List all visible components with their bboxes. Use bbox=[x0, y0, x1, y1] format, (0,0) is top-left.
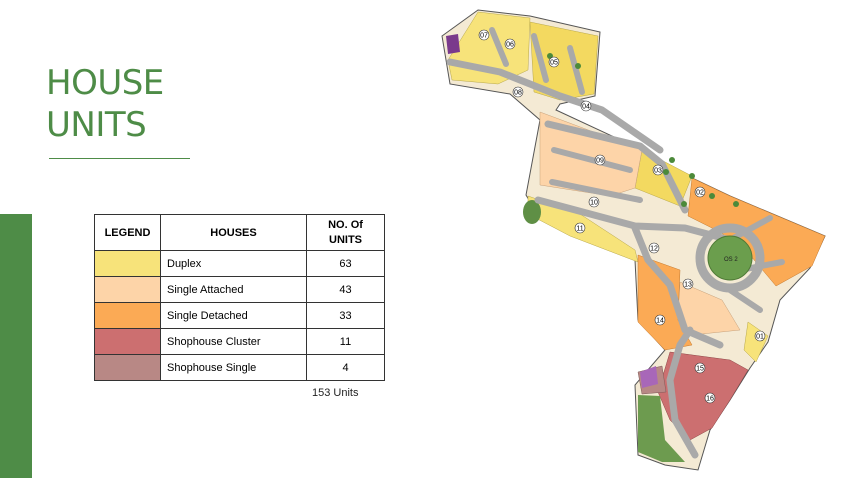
cluster-label: 08 bbox=[514, 89, 522, 97]
left-accent-bar bbox=[0, 214, 32, 478]
cluster-marker-05 bbox=[549, 57, 559, 67]
unit-count: 43 bbox=[307, 277, 385, 303]
roundabout-label: OS 2 bbox=[724, 257, 738, 263]
title-underline bbox=[49, 158, 190, 159]
cluster-label: 10 bbox=[590, 199, 598, 207]
house-type: Shophouse Cluster bbox=[161, 329, 307, 355]
house-type: Single Detached bbox=[161, 303, 307, 329]
cluster-label: 15 bbox=[696, 365, 704, 373]
cluster-marker-06 bbox=[505, 39, 515, 49]
cluster-label: 16 bbox=[706, 395, 714, 403]
unit-count: 4 bbox=[307, 355, 385, 381]
legend-header-row bbox=[95, 215, 385, 251]
header-units-line2: UNITS bbox=[329, 233, 362, 246]
cluster-marker-15 bbox=[695, 363, 705, 373]
cluster-marker-13 bbox=[683, 279, 693, 289]
legend-swatch bbox=[95, 303, 161, 329]
site-plan-map bbox=[430, 0, 830, 478]
cluster-marker-09 bbox=[595, 155, 605, 165]
cluster-label: 11 bbox=[576, 225, 584, 233]
cluster-marker-07 bbox=[479, 30, 489, 40]
cluster-label: 14 bbox=[656, 317, 664, 325]
cluster-marker-03 bbox=[653, 165, 663, 175]
total-units: 153 Units bbox=[312, 387, 359, 399]
header-legend: LEGEND bbox=[95, 215, 161, 251]
cluster-marker-02 bbox=[695, 187, 705, 197]
cluster-label: 09 bbox=[596, 157, 604, 165]
house-type: Single Attached bbox=[161, 277, 307, 303]
legend-row-shophouse-cluster bbox=[95, 329, 385, 355]
cluster-label: 13 bbox=[684, 281, 692, 289]
cluster-label: 03 bbox=[654, 167, 662, 175]
legend-row-single-detached bbox=[95, 303, 385, 329]
legend-swatch bbox=[95, 355, 161, 381]
cluster-label: 02 bbox=[696, 189, 704, 197]
cluster-marker-01 bbox=[755, 331, 765, 341]
legend-row-shophouse-single bbox=[95, 355, 385, 381]
cluster-label: 06 bbox=[506, 41, 514, 49]
legend-swatch bbox=[95, 277, 161, 303]
title-line-2: UNITS bbox=[46, 105, 147, 145]
cluster-label: 07 bbox=[480, 32, 488, 40]
title-line-1: HOUSE bbox=[46, 63, 164, 103]
page-title bbox=[46, 62, 164, 146]
legend-row-duplex bbox=[95, 251, 385, 277]
header-units-line1: NO. Of bbox=[328, 218, 363, 231]
header-units bbox=[307, 215, 385, 251]
cluster-marker-10 bbox=[589, 197, 599, 207]
cluster-label: 04 bbox=[582, 103, 590, 111]
cluster-marker-11 bbox=[575, 223, 585, 233]
cluster-marker-08 bbox=[513, 87, 523, 97]
legend-swatch bbox=[95, 329, 161, 355]
zone-amenity-purple bbox=[446, 34, 460, 54]
cluster-marker-16 bbox=[705, 393, 715, 403]
unit-count: 33 bbox=[307, 303, 385, 329]
header-houses: HOUSES bbox=[161, 215, 307, 251]
unit-count: 63 bbox=[307, 251, 385, 277]
legend-swatch bbox=[95, 251, 161, 277]
cluster-label: 05 bbox=[550, 59, 558, 67]
cluster-marker-04 bbox=[581, 101, 591, 111]
cluster-marker-12 bbox=[649, 243, 659, 253]
house-type: Shophouse Single bbox=[161, 355, 307, 381]
legend-table bbox=[94, 214, 385, 381]
cluster-marker-14 bbox=[655, 315, 665, 325]
cluster-label: 01 bbox=[756, 333, 764, 341]
cluster-label: 12 bbox=[650, 245, 658, 253]
unit-count: 11 bbox=[307, 329, 385, 355]
house-type: Duplex bbox=[161, 251, 307, 277]
legend-row-single-attached bbox=[95, 277, 385, 303]
